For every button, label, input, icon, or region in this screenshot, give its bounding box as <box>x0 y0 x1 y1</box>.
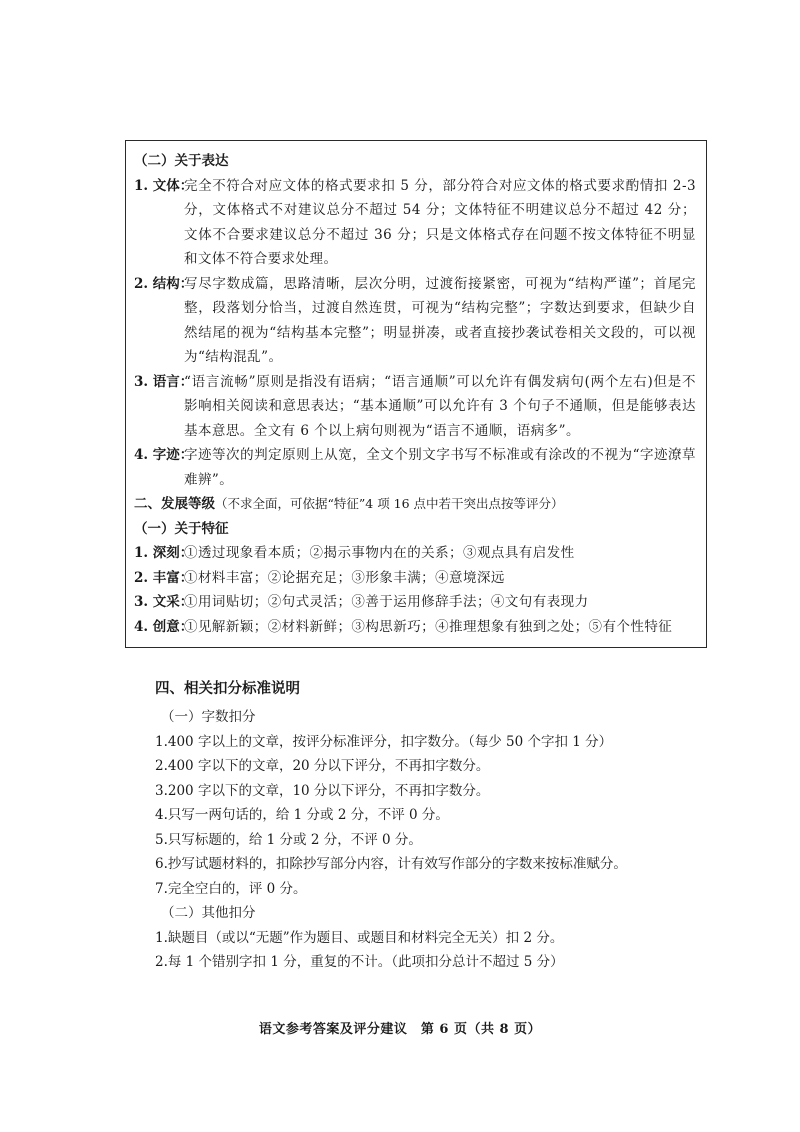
feature-item-literary-grace <box>134 590 696 615</box>
feature-item-creativity <box>134 615 696 640</box>
item-label: 3. 文采： <box>134 594 194 610</box>
list-item: 1.400 字以上的文章，按评分标准评分，扣字数分。（每少 50 个字扣 1 分） <box>155 733 613 750</box>
word-count-subheading: （一）字数扣分 <box>161 709 256 725</box>
item-text: ①见解新颖；②材料新鲜；③构思新巧；④推理想象有独到之处；⑤有个性特征 <box>184 618 673 635</box>
scoring-criteria-box <box>125 140 707 648</box>
list-item: 5.只写标题的，给 1 分或 2 分，不评 0 分。 <box>155 831 422 848</box>
expression-item-structure <box>134 272 696 370</box>
page-footer: 语文参考答案及评分建议 第 6 页（共 8 页） <box>258 1022 542 1037</box>
feature-item-depth <box>134 541 696 566</box>
feature-item-richness <box>134 566 696 591</box>
item-text: 字迹等次的判定原则上从宽，全文个别文字书写不标准或有涂改的不视为“字迹潦草难辨”。 <box>184 447 696 488</box>
item-label: 1. 深刻： <box>134 545 194 561</box>
item-text: ①透过现象看本质；②揭示事物内在的关系；③观点具有启发性 <box>184 545 575 561</box>
list-item: 7.完全空白的，评 0 分。 <box>155 880 307 897</box>
item-label: 4. 创意： <box>134 618 194 635</box>
item-text: ①材料丰富；②论据充足；③形象丰满；④意境深远 <box>184 569 505 586</box>
list-item: 2.400 字以下的文章，20 分以下评分，不再扣字数分。 <box>155 758 490 774</box>
item-label: 2. 结构： <box>134 275 194 292</box>
section4-heading: 四、相关扣分标准说明 <box>155 680 300 697</box>
item-text: ①用词贴切；②句式灵活；③善于运用修辞手法；④文句有表现力 <box>184 594 589 610</box>
list-item: 6.抄写试题材料的，扣除抄写部分内容，计有效写作部分的字数来按标准赋分。 <box>155 856 627 872</box>
section-expression-heading: （二）关于表达 <box>134 153 229 169</box>
other-deductions-subheading: （二）其他扣分 <box>161 905 256 921</box>
item-label: 4. 字迹： <box>134 447 194 463</box>
development-grade-line <box>134 492 696 517</box>
item-text: 完全不符合对应文体的格式要求扣 5 分，部分符合对应文体的格式要求酌情扣 2-3 分，文体格式不对建议总分不超过 54 分；文体特征不明建议总分不超过 42 分；文体不合要求建议总分不超过 36 分；只是文体格式存在问题不按文体特征不明显和文体不符合要求处理。 <box>184 177 696 267</box>
item-label: 1. 文体： <box>134 177 194 194</box>
features-heading: （一）关于特征 <box>134 520 229 537</box>
development-note: （不求全面，可依据“特征”4 项 16 点中若干突出点按等评分） <box>215 496 564 511</box>
list-item: 3.200 字以下的文章，10 分以下评分，不再扣字数分。 <box>155 782 490 799</box>
development-heading: 二、发展等级 <box>134 496 215 512</box>
list-item: 4.只写一两句话的，给 1 分或 2 分，不评 0 分。 <box>155 807 449 823</box>
expression-item-genre <box>134 174 696 272</box>
deduction-standards-section <box>155 676 715 975</box>
expression-item-language <box>134 370 696 444</box>
item-label: 2. 丰富： <box>134 569 194 586</box>
item-text: “语言流畅”原则是指没有语病；“语言通顺”可以允许有偶发病句(两个左右)但是不影响相关阅读和意思表达；“基本通顺”可以允许有 3 个句子不通顺，但是能够表达基本意思。全文有 6 个以上病句则视为“语言不通顺，语病多”。 <box>184 373 696 439</box>
list-item: 2.每 1 个错别字扣 1 分，重复的不计。（此项扣分总计不超过 5 分） <box>155 954 564 970</box>
list-item: 1.缺题目（或以“无题”作为题目、或题目和材料完全无关）扣 2 分。 <box>155 929 564 946</box>
expression-item-handwriting <box>134 443 696 492</box>
item-label: 3. 语言： <box>134 373 194 390</box>
item-text: 写尽字数成篇，思路清晰，层次分明，过渡衔接紧密，可视为“结构严谨”；首尾完整，段落划分恰当，过渡自然连贯，可视为“结构完整”；字数达到要求，但缺少自然结尾的视为“结构基本完整”；明显拼凑，或者直接抄袭试卷相关文段的，可以视为“结构混乱”。 <box>184 275 696 365</box>
